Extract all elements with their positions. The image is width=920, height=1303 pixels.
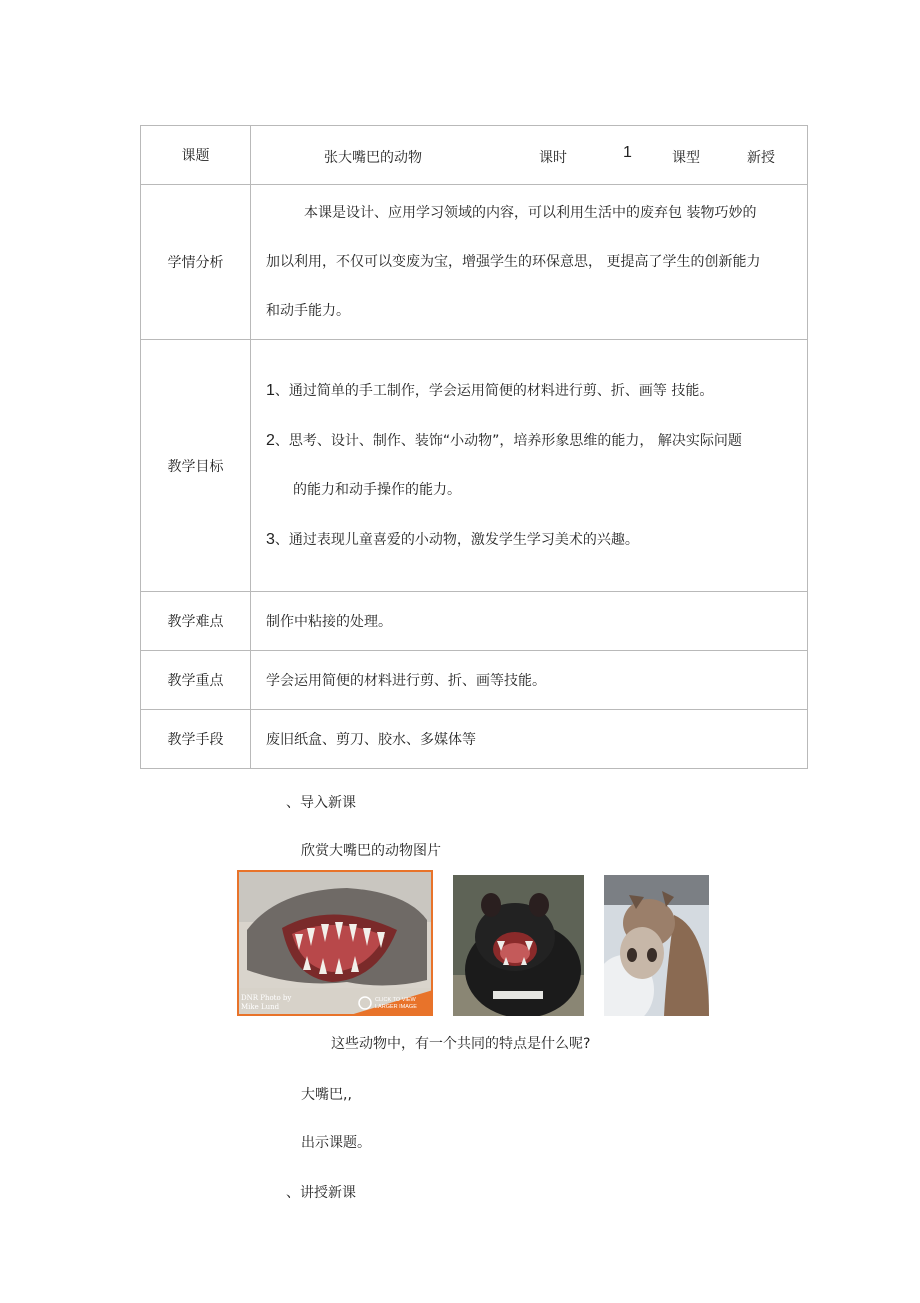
show-topic-text: 出示课题。 <box>301 1135 371 1151</box>
appreciate-text: 欣赏大嘴巴的动物图片 <box>301 843 441 859</box>
type-value: 新授 <box>747 150 775 166</box>
fish-caption-line1: DNR Photo by <box>241 994 292 1002</box>
horse-photo <box>604 875 709 1016</box>
row-difficulty <box>141 592 808 651</box>
goals-cell <box>251 340 808 592</box>
section-heading-teach: 、讲授新课 <box>286 1185 356 1201</box>
row-means <box>141 710 808 769</box>
goal-item: 3、通过表现儿童喜爱的小动物，激发学生学习美术的兴趣。 <box>266 531 639 548</box>
topic-cell <box>251 126 808 185</box>
row-topic <box>141 126 808 185</box>
row-key-points <box>141 651 808 710</box>
goal-item-continued: 的能力和动手操作的能力。 <box>293 482 461 498</box>
key-value: 学会运用简便的材料进行剪、折、画等技能。 <box>251 651 808 710</box>
analysis-label: 学情分析 <box>141 185 251 340</box>
means-label: 教学手段 <box>141 710 251 769</box>
goal-item: 2、思考、设计、制作、装饰“小动物”，培养形象思维的能力， 解决实际问题 <box>266 432 742 449</box>
answer-text: 大嘴巴,, <box>301 1087 352 1103</box>
analysis-text <box>266 189 807 336</box>
section-heading-intro: 、导入新课 <box>286 795 356 811</box>
difficulty-label: 教学难点 <box>141 592 251 651</box>
question-text: 这些动物中，有一个共同的特点是什么呢? <box>331 1036 591 1052</box>
goals-label: 教学目标 <box>141 340 251 592</box>
key-label: 教学重点 <box>141 651 251 710</box>
difficulty-value: 制作中粘接的处理。 <box>251 592 808 651</box>
fish-caption-line2: Mike Lund <box>241 1003 280 1011</box>
fish-button-line2: LARGER IMAGE <box>375 1004 417 1010</box>
means-value: 废旧纸盒、剪刀、胶水、多媒体等 <box>251 710 808 769</box>
anglerfish-photo <box>237 870 433 1016</box>
goal-item: 1、通过简单的手工制作，学会运用简便的材料进行剪、折、画等 技能。 <box>266 382 714 399</box>
topic-value: 张大嘴巴的动物 <box>324 150 422 166</box>
row-goals <box>141 340 808 592</box>
analysis-line: 本课是设计、应用学习领域的内容，可以利用生活中的废弃包 装物巧妙的 <box>304 204 757 221</box>
fish-button-line1: CLICK TO VIEW <box>375 997 416 1003</box>
analysis-cell <box>251 185 808 340</box>
lesson-plan-table <box>140 125 808 769</box>
analysis-line: 和动手能力。 <box>266 302 350 319</box>
analysis-line: 加以利用，不仅可以变废为宝，增强学生的环保意思， 更提高了学生的创新能力 <box>266 253 761 270</box>
type-label: 课型 <box>672 150 700 166</box>
topic-label: 课题 <box>141 126 251 185</box>
tasmanian-devil-photo <box>453 875 584 1016</box>
row-analysis <box>141 185 808 340</box>
hours-label: 课时 <box>539 150 567 166</box>
hours-value: 1 <box>623 144 632 161</box>
